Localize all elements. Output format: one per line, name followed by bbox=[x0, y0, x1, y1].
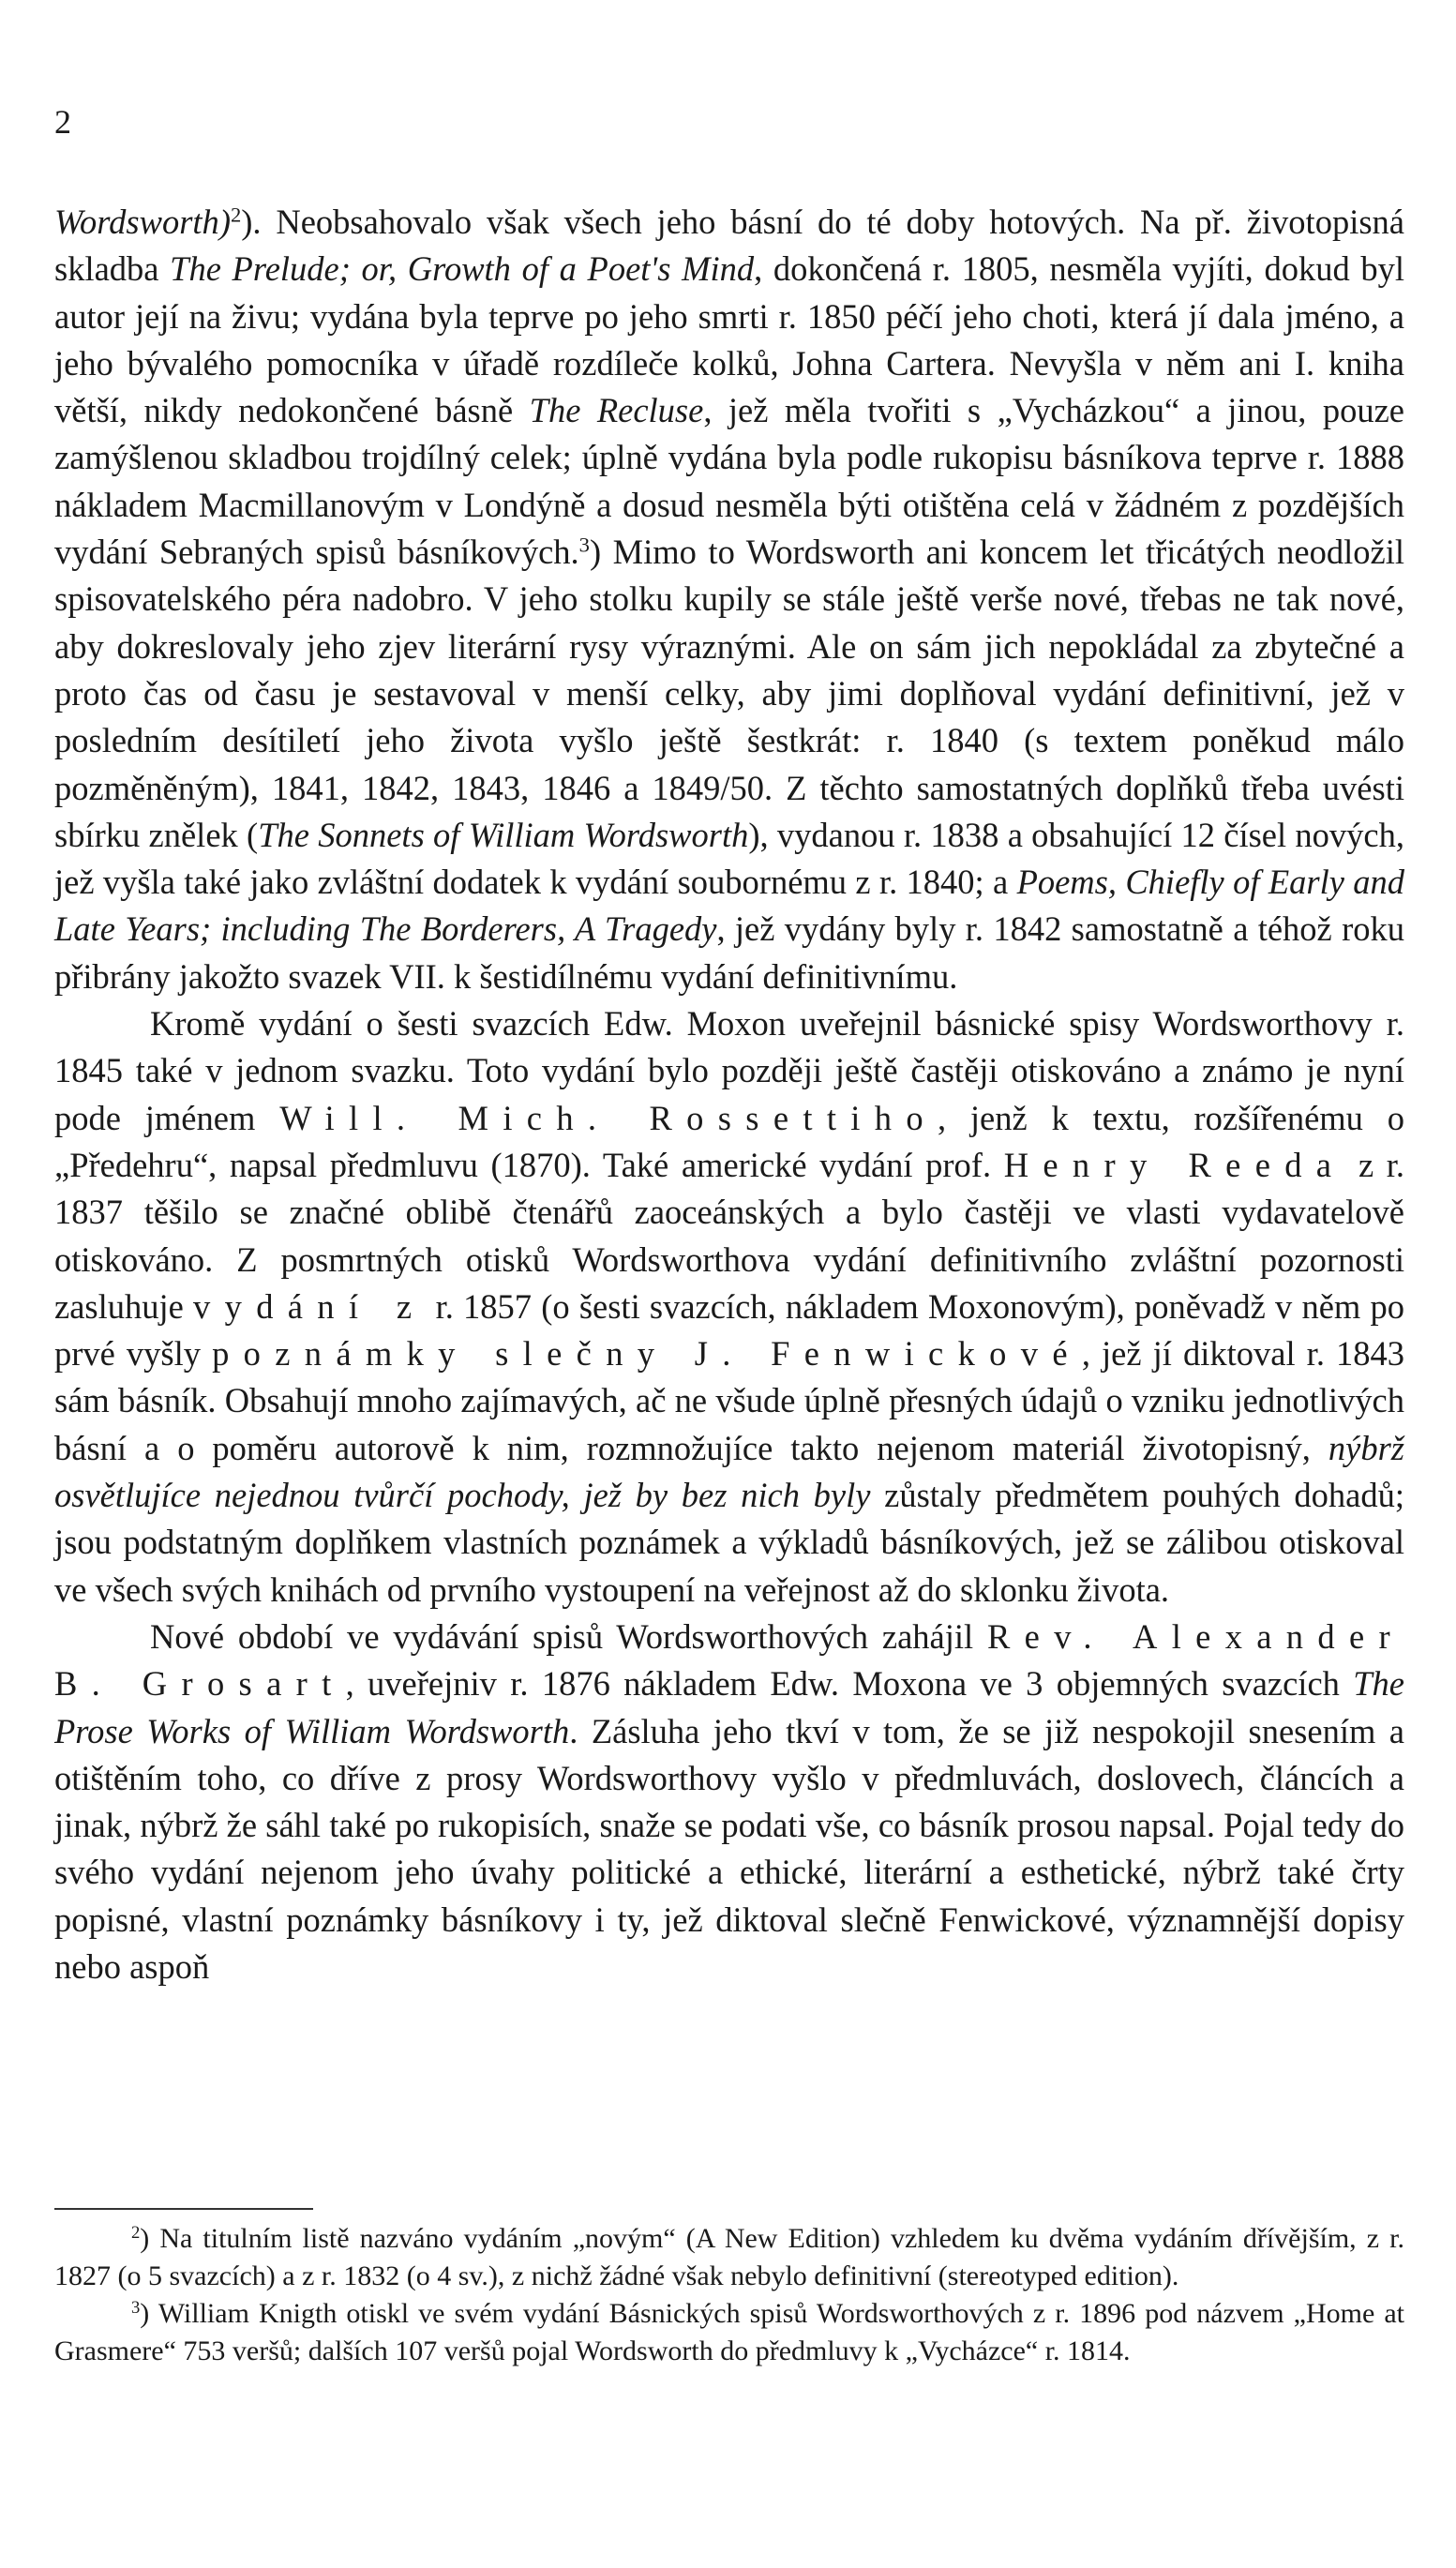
text-run: , jež vydány byly r. 1842 samostatně a téhož roku přibrány jakožto svazek VII. k šestidílnému vydání definitivnímu. bbox=[54, 909, 1404, 996]
footnote-marker: 3 bbox=[578, 533, 590, 557]
text-run: , jež jí diktoval r. 1843 sám básník. Obsahují mnoho zajímavých, ač ne všude úplně přesných údajů o vzniku jednotlivých básní a o poměru autorově k nim, rozmnožujíce takto nejenom materiál životopisný, bbox=[54, 1334, 1405, 1467]
footnote bbox=[54, 2295, 1404, 2370]
italic-text: nýbrž osvětlujíce nejednou tvůrčí pochody, jež by bez nich byly bbox=[54, 1428, 1404, 1515]
footnote-divider bbox=[54, 2208, 313, 2210]
footnote-marker: 2 bbox=[230, 203, 242, 227]
text-run: r. 1857 (o šesti svazcích, nákladem Moxonovým), poněvadž v něm po prvé vyšly bbox=[54, 1286, 1404, 1374]
text-run: z r. 1837 těšilo se značné oblibě čtenářů zaoceánských a bylo častěji ve vlasti vydavatelově otiskováno. Z posmrtných otisků Wordsworthova vydání definitivního zvláštní pozornosti zasluhuje bbox=[54, 1145, 1405, 1326]
italic-text: ) bbox=[218, 203, 231, 241]
text-run: , dokončená r. 1805, nesměla vyjíti, dokud byl autor její na živu; vydána byla teprve po jeho smrti r. 1850 péčí jeho choti, která jí dala jméno, a jeho bývalého pomocníka v úřadě rozdíleče kolků, Johna Cartera. Nevyšla v něm ani I. kniha větší, nikdy nedokončené básně bbox=[54, 249, 1404, 430]
text-run: ) Mimo to Wordsworth ani koncem let třicátých neodložil spisovatelského péra nadobro. V jeho stolku kupily se stále ještě verše nové, třebas ne tak nové, aby dokreslovaly jeho zjev literární rysy výraznými. Ale on sám jich nepokládal za zbytečné a proto čas od času je sestavoval v menší celky, aby jimi doplňoval vydání definitivní, jež v posledním desítiletí jeho života vyšlo ještě šestkrát: r. 1840 (s textem poněkud málo pozměněným), 1841, 1842, 1843, 1846 a 1849/50. Z těchto samostatných doplňků třeba uvésti sbírku znělek ( bbox=[54, 533, 1405, 854]
paragraph bbox=[54, 1614, 1404, 1990]
footnotes bbox=[54, 2220, 1404, 2370]
spaced-name: Rev. Alexander B. Grosart bbox=[54, 1616, 1404, 1704]
page-number: 2 bbox=[54, 103, 71, 141]
spaced-name: Henry Reeda bbox=[1003, 1145, 1346, 1184]
italic-text: The Sonnets of William Wordsworth bbox=[258, 815, 749, 854]
spaced-name: vydání z bbox=[193, 1286, 427, 1326]
text-run: ) William Knigth otiskl ve svém vydání Básnických spisů Wordsworthových z r. 1896 pod názvem „Home at Grasmere“ 753 veršů; dalších 107 veršů pojal Wordsworth do předmluvy k „Vycházce“ r. 1814. bbox=[54, 2298, 1404, 2366]
text-run: , uveřejniv r. 1876 nákladem Edw. Moxona ve 3 objemných svazcích bbox=[345, 1664, 1354, 1704]
spaced-name: poznámky slečny J. Fenwickové bbox=[212, 1334, 1082, 1374]
footnote bbox=[54, 2220, 1404, 2295]
text-run: ). Neobsahovalo však všech jeho básní do té doby hotových. Na př. životopisná skladba bbox=[54, 203, 1404, 289]
text-run: ) Na titulním listě nazváno vydáním „novým“ (A New Edition) vzhledem ku dvěma vydáním dřívějším, z r. 1827 (o 5 svazcích) a z r. 1832 (o 4 sv.), z nichž žádné však nebylo definitivní (stereotyped edition). bbox=[54, 2223, 1404, 2291]
italic-text: The Prose Works of William Wordsworth bbox=[54, 1664, 1404, 1750]
italic-text: The Prelude; or, Growth of a Poet's Mind bbox=[170, 249, 755, 289]
text-run: Nové období ve vydávání spisů Wordsworthových zahájil bbox=[150, 1616, 987, 1656]
text-run: , jež měla tvořiti s „Vycházkou“ a jinou, pouze zamýšlenou skladbou trojdílný celek; úplně vydána byla podle rukopisu básníkova teprve r. 1888 nákladem Macmillanovým v Londýně a dosud nesměla býti otištěna celá v žádném z pozdějších vydání Sebraných spisů básníkových. bbox=[54, 391, 1404, 572]
paragraph bbox=[54, 1000, 1404, 1614]
italic-text: Poems, Chiefly of Early and Late Years; including The Borderers, A Tragedy bbox=[54, 863, 1405, 949]
text-run: . Zásluha jeho tkví v tom, že se již nespokojil snesením a otištěním toho, co dříve z prosy Wordsworthovy vyšlo v předmluvách, doslovech, článcích a jinak, nýbrž že sáhl také po rukopisích, snaže se podati vše, co básník prosou napsal. Pojal tedy do svého vydání nejenom jeho úvahy politické a ethické, literární a esthetické, nýbrž také črty popisné, vlastní poznámky básníkovy i ty, jež diktoval slečně Fenwickové, významnější dopisy nebo aspoň bbox=[54, 1711, 1404, 1986]
text-run: , jenž k textu, rozšířenému o „Předehru“, napsal předmluvu (1870). Také americké vydání prof. bbox=[54, 1098, 1404, 1184]
spaced-name: Will. Mich. Rossettiho bbox=[279, 1098, 938, 1137]
italic-text: The Recluse bbox=[529, 391, 704, 430]
paragraph bbox=[54, 199, 1404, 1000]
body-text bbox=[54, 199, 1404, 1990]
footnote-marker: 3 bbox=[131, 2297, 141, 2318]
text-run: ), vydanou r. 1838 a obsahující 12 čísel nových, jež vyšla také jako zvláštní dodatek k vydání soubornému z r. 1840; a bbox=[54, 815, 1404, 902]
footnote-marker: 2 bbox=[131, 2222, 141, 2243]
text-run: Kromě vydání o šesti svazcích Edw. Moxon uveřejnil básnické spisy Wordsworthovy r. 1845 také v jednom svazku. Toto vydání bylo později ještě častěji otiskováno a známo je nyní pode jménem bbox=[54, 1004, 1404, 1137]
text-run: zůstaly předmětem pouhých dohadů; jsou podstatným doplňkem vlastních poznámek a výkladů básníkových, jež se zálibou otiskoval ve všech svých knihách od prvního vystoupení na veřejnost až do sklonku života. bbox=[54, 1476, 1405, 1609]
italic-text: Wordsworth bbox=[54, 203, 219, 241]
